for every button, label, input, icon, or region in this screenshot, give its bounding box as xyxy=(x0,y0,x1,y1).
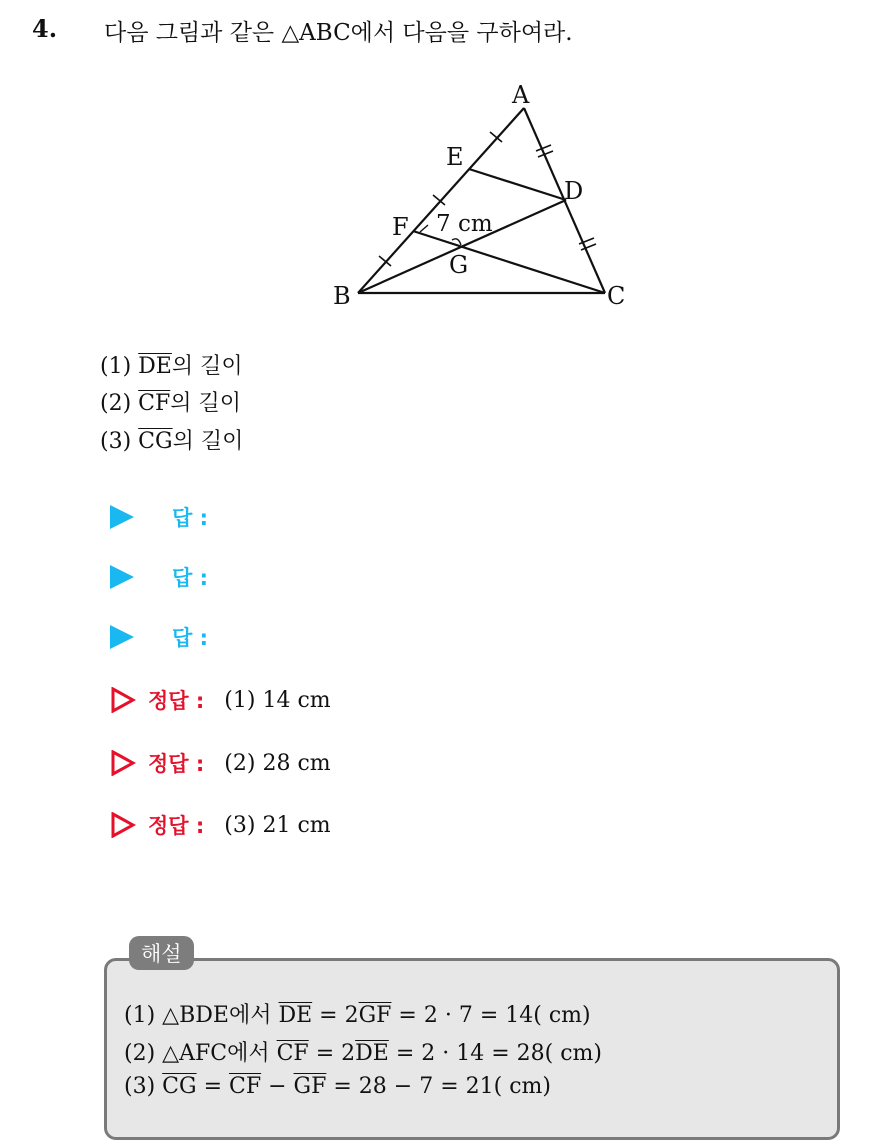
question-text: 다음 그림과 같은 △ABC에서 다음을 구하여라. xyxy=(104,20,573,46)
sub-question-2: (2) $\overline{CF}$의 길이 xyxy=(100,391,242,416)
sub-question-3: (3) $\overline{CG}$의 길이 xyxy=(100,429,244,454)
answer-key-value: (3) 21 cm xyxy=(224,812,331,838)
explanation-line-3: (3) $\overline{CG} = \overline{CF} - \overline{GF} = 28 - 7 = 21$( cm) xyxy=(124,1074,551,1099)
triangle-figure xyxy=(320,76,650,312)
answer-key-value: (2) 28 cm xyxy=(224,750,331,776)
answer-key-row-3 xyxy=(110,809,331,841)
answer-row-2 xyxy=(110,562,208,592)
answer-label: 답 : xyxy=(172,506,208,530)
label-d: D xyxy=(564,177,584,205)
triangle-bullet-icon xyxy=(110,565,134,589)
answer-key-label: 정답 : xyxy=(148,689,205,713)
segment-cf: $\overline{CF}$ xyxy=(138,391,171,416)
answer-key-label: 정답 : xyxy=(148,752,205,776)
explanation-line-1: (1) △BDE에서 $\overline{DE} = 2\overline{GF} = 2 \cdot 7 = 14$( cm) xyxy=(124,1003,591,1028)
triangle-bullet-icon xyxy=(110,625,134,649)
label-b: B xyxy=(333,282,351,310)
answer-key-row-1 xyxy=(110,684,331,716)
answer-key-value: (1) 14 cm xyxy=(224,687,331,713)
segment-ed xyxy=(469,169,566,200)
label-e: E xyxy=(446,143,464,171)
segment-fc xyxy=(413,231,605,293)
outline-triangle-icon xyxy=(110,750,136,776)
answer-key-row-2 xyxy=(110,747,331,779)
side-ab xyxy=(358,108,524,293)
label-f: F xyxy=(392,213,409,241)
explanation-line-2: (2) △AFC에서 $\overline{CF} = 2\overline{DE} = 2 \cdot 14 = 28$( cm) xyxy=(124,1041,602,1066)
segment-cg: $\overline{CG}$ xyxy=(138,429,173,454)
outline-triangle-icon xyxy=(110,812,136,838)
answer-row-3 xyxy=(110,622,208,652)
length-label: 7 cm xyxy=(436,211,493,237)
sub-question-1: (1) $\overline{DE}$의 길이 xyxy=(100,354,243,379)
question-number: 4. xyxy=(32,14,58,43)
label-a: A xyxy=(512,81,530,109)
answer-label: 답 : xyxy=(172,626,208,650)
outline-triangle-icon xyxy=(110,687,136,713)
segment-de: $\overline{DE}$ xyxy=(138,354,172,379)
label-c: C xyxy=(607,282,626,310)
answer-row-1 xyxy=(110,502,208,532)
triangle-bullet-icon xyxy=(110,505,134,529)
answer-key-label: 정답 : xyxy=(148,814,205,838)
label-g: G xyxy=(449,251,469,279)
explanation-title: 해설 xyxy=(129,936,194,970)
answer-label: 답 : xyxy=(172,566,208,590)
